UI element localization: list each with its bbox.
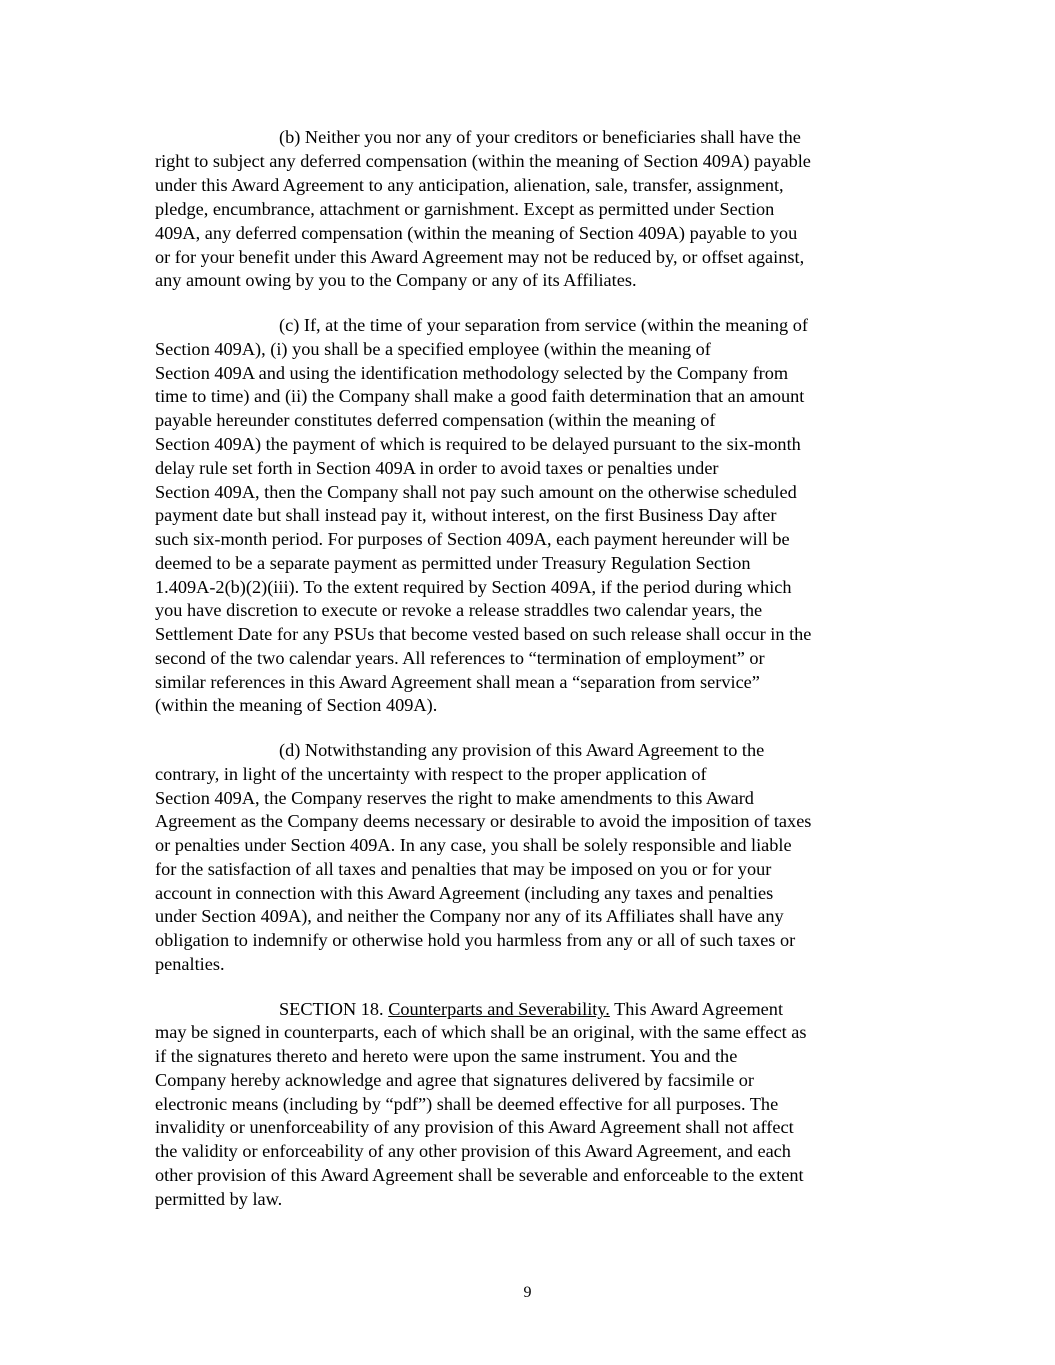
paragraph-line: electronic means (including by “pdf”) shall be deemed effective for all purposes. The: [155, 1094, 779, 1114]
paragraph-line: second of the two calendar years. All references to “termination of employment” or: [155, 648, 765, 668]
section-18-first-line: [279, 997, 783, 1021]
paragraph-line: under Section 409A), and neither the Company nor any of its Affiliates shall have any: [155, 906, 784, 926]
paragraph-line: Settlement Date for any PSUs that become vested based on such release shall occur in the: [155, 624, 812, 644]
paragraph-line: deemed to be a separate payment as permitted under Treasury Regulation Section: [155, 553, 751, 573]
paragraph-line: (c) If, at the time of your separation from service (within the meaning of: [279, 315, 808, 335]
paragraph-line: invalidity or unenforceability of any provision of this Award Agreement shall not affect: [155, 1117, 794, 1137]
paragraph-line: Company hereby acknowledge and agree that signatures delivered by facsimile or: [155, 1070, 754, 1090]
paragraph-line: for the satisfaction of all taxes and penalties that may be imposed on you or for your: [155, 859, 772, 879]
section-label: SECTION 18.: [279, 999, 389, 1019]
paragraph-line: 1.409A-2(b)(2)(iii). To the extent required by Section 409A, if the period during which: [155, 577, 792, 597]
paragraph-line: or penalties under Section 409A. In any case, you shall be solely responsible and liable: [155, 835, 792, 855]
paragraph-line: obligation to indemnify or otherwise hold you harmless from any or all of such taxes or: [155, 930, 796, 950]
paragraph-line: the validity or enforceability of any other provision of this Award Agreement, and each: [155, 1141, 791, 1161]
paragraph-line: contrary, in light of the uncertainty with respect to the proper application of: [155, 764, 707, 784]
paragraph-line: if the signatures thereto and hereto were upon the same instrument. You and the: [155, 1046, 738, 1066]
paragraph-line: or for your benefit under this Award Agreement may not be reduced by, or offset against,: [155, 247, 805, 267]
paragraph-line: 409A, any deferred compensation (within the meaning of Section 409A) payable to you: [155, 223, 798, 243]
paragraph-line: penalties.: [155, 954, 225, 974]
page-number: 9: [523, 1284, 532, 1301]
paragraph-line: Section 409A), (i) you shall be a specified employee (within the meaning of: [155, 339, 711, 359]
paragraph-line: payable hereunder constitutes deferred compensation (within the meaning of: [155, 410, 716, 430]
paragraph-line: such six-month period. For purposes of Section 409A, each payment hereunder will be: [155, 529, 790, 549]
paragraph-line: similar references in this Award Agreement shall mean a “separation from service”: [155, 672, 760, 692]
paragraph-line: (d) Notwithstanding any provision of this Award Agreement to the: [279, 740, 765, 760]
paragraph-line: Section 409A) the payment of which is required to be delayed pursuant to the six-month: [155, 434, 801, 454]
paragraph-line: under this Award Agreement to any anticipation, alienation, sale, transfer, assignment,: [155, 175, 784, 195]
paragraph-line: (b) Neither you nor any of your creditors or beneficiaries shall have the: [279, 127, 801, 147]
paragraph-line: any amount owing by you to the Company or any of its Affiliates.: [155, 270, 637, 290]
paragraph-line: right to subject any deferred compensation (within the meaning of Section 409A) payable: [155, 151, 811, 171]
paragraph-line: you have discretion to execute or revoke a release straddles two calendar years, the: [155, 600, 763, 620]
paragraph-line: pledge, encumbrance, attachment or garnishment. Except as permitted under Section: [155, 199, 775, 219]
paragraph-line: time to time) and (ii) the Company shall make a good faith determination that an amount: [155, 386, 805, 406]
paragraph-line: Section 409A and using the identification methodology selected by the Company from: [155, 363, 789, 383]
paragraph-line: Agreement as the Company deems necessary or desirable to avoid the imposition of taxes: [155, 811, 812, 831]
paragraph-line: (within the meaning of Section 409A).: [155, 695, 438, 715]
section-heading: Counterparts and Severability.: [388, 999, 610, 1019]
paragraph-line: payment date but shall instead pay it, without interest, on the first Business Day after: [155, 505, 777, 525]
paragraph-line: delay rule set forth in Section 409A in order to avoid taxes or penalties under: [155, 458, 719, 478]
paragraph-line: permitted by law.: [155, 1189, 283, 1209]
section-first-line-text: This Award Agreement: [609, 999, 784, 1019]
paragraph-line: account in connection with this Award Agreement (including any taxes and penalties: [155, 883, 774, 903]
paragraph-line: Section 409A, the Company reserves the right to make amendments to this Award: [155, 788, 754, 808]
paragraph-line: may be signed in counterparts, each of which shall be an original, with the same effect as: [155, 1022, 807, 1042]
paragraph-line: Section 409A, then the Company shall not pay such amount on the otherwise scheduled: [155, 482, 797, 502]
paragraph-line: other provision of this Award Agreement shall be severable and enforceable to the extent: [155, 1165, 804, 1185]
